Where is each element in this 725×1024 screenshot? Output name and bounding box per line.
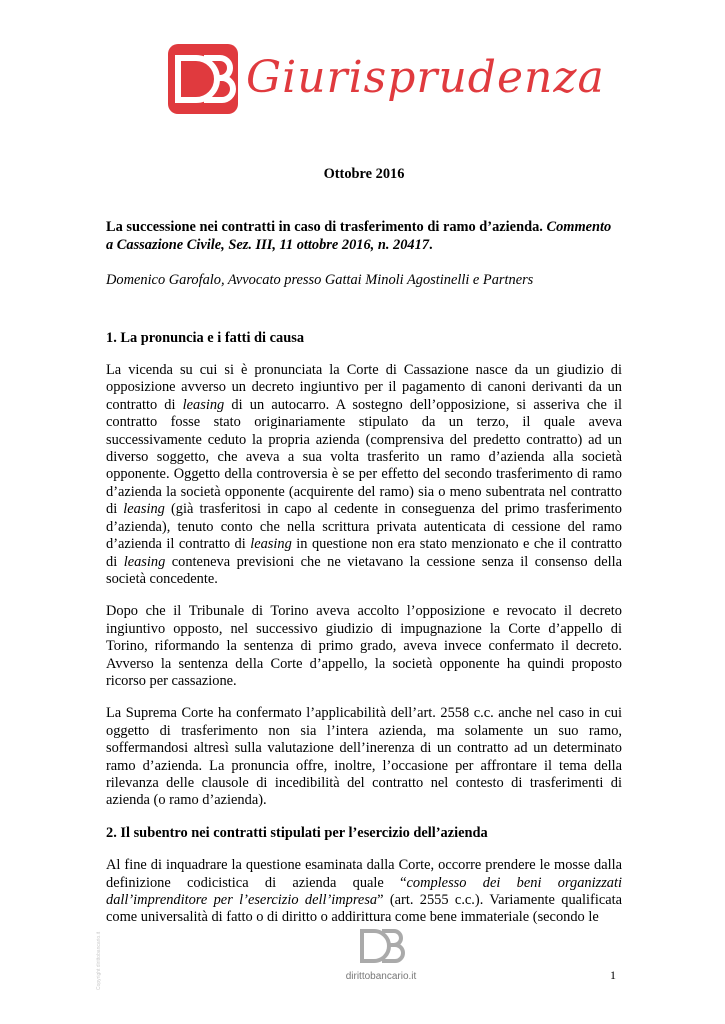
document-body xyxy=(106,166,622,927)
copyright-note: Copyright dirittobancario.it xyxy=(96,931,102,990)
document-author: Domenico Garofalo, Avvocato presso Gattai Minoli Agostinelli e Partners xyxy=(106,272,534,289)
document-date: Ottobre 2016 xyxy=(323,166,405,182)
db-logo-icon xyxy=(168,44,238,114)
footer-logo xyxy=(336,925,426,985)
section-1-heading: 1. La pronuncia e i fatti di causa xyxy=(106,329,305,346)
title-end: . xyxy=(429,236,433,253)
header-logo xyxy=(168,44,605,116)
footer-site: dirittobancario.it xyxy=(345,971,417,982)
db-footer-logo-icon xyxy=(356,925,406,967)
section-2-heading: 2. Il subentro nei contratti stipulati per l’esercizio dell’azienda xyxy=(106,824,488,841)
logo-title: Giurisprudenza xyxy=(246,52,605,103)
paragraph-2: Dopo che il Tribunale di Torino aveva accolto l’opposizione e revocato il decreto ingiuntivo opposto, nel successivo giudizio di impugnazione la Corte d’appello di Torino, riformando la sentenza di primo grado, aveva invece confermato il decreto. Avverso la sentenza della Corte d’appello, la società opponente ha quindi proposto ricorso per cassazione. xyxy=(106,603,622,689)
paragraph-1: La vicenda su cui si è pronunciata la Corte di Cassazione nasce da un giudizio di opposizione avverso un decreto ingiuntivo per il pagamento di canoni derivanti da un contratto di leasing di un autocarro. A sostegno dell’opposizione, si asseriva che il contratto fosse stato originariamente stipulato da un terzo, il quale aveva successivamente ceduto la propria azienda (comprensiva del predetto contratto) ad un diverso soggetto, che aveva a sua volta trasferito un ramo d’azienda alla società opponente. Oggetto della controversia è se per effetto del secondo trasferimento di ramo d’azienda la società opponente (acquirente del ramo) sia o meno subentrata nel contratto di leasing (già trasferitosi in capo al cedente in conseguenza del primo trasferimento d’azienda), tenuto conto che nella scrittura privata autenticata di cessione del ramo d’azienda il contratto di leasing in questione non era stato menzionato e che il contratto di leasing conteneva previsioni che ne vietavano la cessione senza il consenso della società concedente. xyxy=(106,362,622,587)
page-number: 1 xyxy=(610,968,616,982)
document-title xyxy=(106,219,622,254)
title-reference: Commento a Cassazione Civile, Sez. III, 11 ottobre 2016, n. 20417 xyxy=(106,219,612,253)
paragraph-3: La Suprema Corte ha confermato l’applicabilità dell’art. 2558 c.c. anche nel caso in cui oggetto di trasferimento non sia l’intera azienda, ma solamente un suo ramo, soffermandosi altresì sulla valutazione dell’inerenza di un contratto ad un determinato ramo d’azienda. La pronuncia offre, inoltre, l’occasione per affrontare il tema della rilevanza delle clausole di incedibilità del contratto nel contesto di trasferimenti di azienda (o ramo d’azienda). xyxy=(106,705,622,809)
paragraph-4: Al fine di inquadrare la questione esaminata dalla Corte, occorre prendere le mosse dalla definizione codicistica di azienda quale “complesso dei beni organizzati dall’imprenditore per l’esercizio dell’impresa” (art. 2555 c.c.). Variamente qualificata come universalità di fatto o di diritto o addirittura come bene immateriale (secondo le xyxy=(106,857,622,926)
title-main: La successione nei contratti in caso di trasferimento di ramo d’azienda. xyxy=(106,219,547,236)
